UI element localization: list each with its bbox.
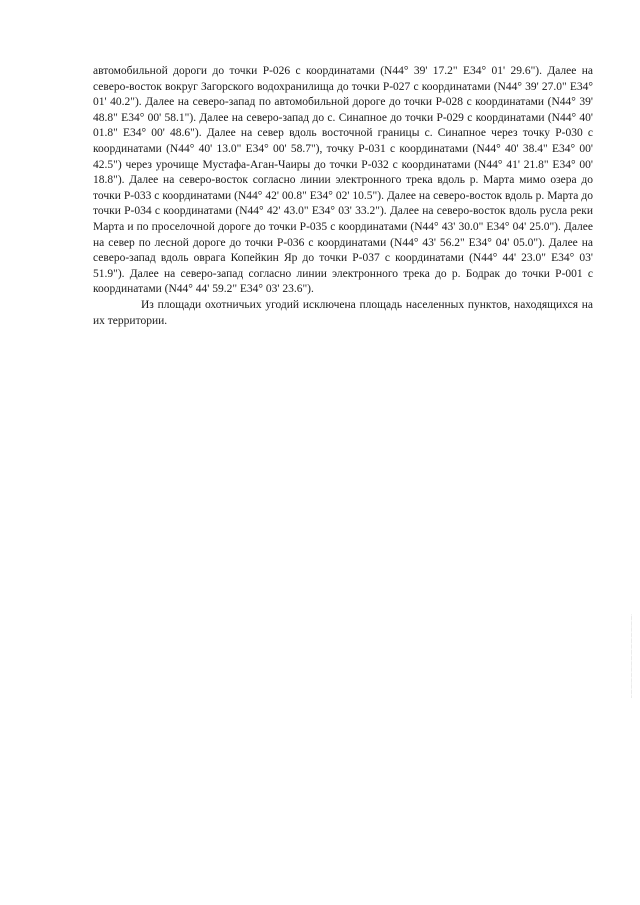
document-body	[93, 64, 593, 329]
boundary-description-paragraph: автомобильной дороги до точки Р-026 с координатами (N44° 39' 17.2" E34° 01' 29.6"). Далее на северо-восток вокруг Загорского водохранилища до точки Р-027 с координатами (N44° 39' 27.0" E34° 01' 40.2"). Далее на северо-запад по автомобильной дороге до точки Р-028 с координатами (N44° 39' 48.8" E34° 00' 58.1"). Далее на северо-запад до с. Синапное до точки Р-029 с координатами (N44° 40' 01.8" E34° 00' 48.6"). Далее на север вдоль восточной границы с. Синапное через точку Р-030 с координатами (N44° 40' 13.0" E34° 00' 58.7"), точку Р-031 с координатами (N44° 40' 38.4" E34° 00' 42.5") через урочище Мустафа-Аган-Чаиры до точки Р-032 с координатами (N44° 41' 21.8" E34° 00' 18.8"). Далее на северо-восток согласно линии электронного трека вдоль р. Марта мимо озера до точки Р-033 с координатами (N44° 42' 00.8" E34° 02' 10.5"). Далее на северо-восток вдоль р. Марта до точки Р-034 с координатами (N44° 42' 43.0" E34° 03' 33.2"). Далее на северо-восток вдоль русла реки Марта и по проселочной дороге до точки Р-035 с координатами (N44° 43' 30.0" E34° 04' 25.0"). Далее на север по лесной дороге до точки Р-036 с координатами (N44° 43' 56.2" E34° 04' 05.0"). Далее на северо-запад вдоль оврага Копейкин Яр до точки Р-037 с координатами (N44° 44' 23.0" E34° 03' 51.9"). Далее на северо-запад согласно линии электронного трека до р. Бодрак до точки Р-001 с координатами (N44° 44' 59.2" E34° 03' 23.6").	[93, 65, 593, 296]
margin-stamp-graphic: ·····································································	[630, 614, 634, 698]
exclusion-note-paragraph: Из площади охотничьих угодий исключена площадь населенных пунктов, находящихся на их территории.	[93, 298, 593, 327]
margin-stamp-mark	[622, 548, 634, 698]
